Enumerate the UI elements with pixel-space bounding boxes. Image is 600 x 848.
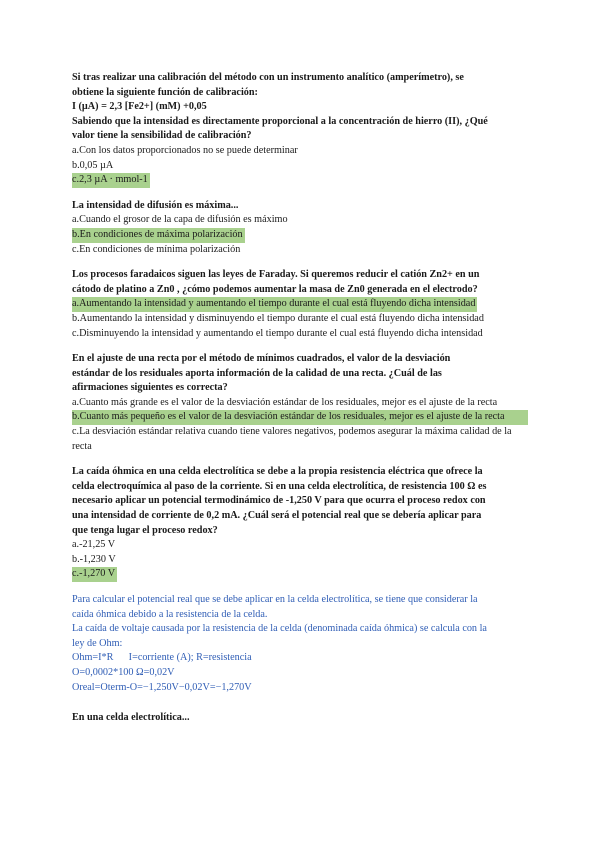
question-5-line: celda electroquímica al paso de la corriente. Si en una celda electrolítica, de resistencia 100 Ω es: [72, 480, 487, 492]
question-4-line: En el ajuste de una recta por el método de mínimos cuadrados, el valor de la desviación: [72, 353, 451, 365]
question-3: [72, 268, 528, 341]
option-c-highlighted: c.2,3 µA · mmol-1: [72, 173, 150, 188]
question-6: [72, 711, 528, 726]
question-5-line: que tenga lugar el proceso redox?: [72, 524, 218, 536]
explanation-formula: Ohm=I*R I=corriente (A); R=resistencia: [72, 652, 252, 664]
question-1-line: Si tras realizar una calibración del método con un instrumento analítico (amperímetro), se: [72, 72, 464, 83]
question-1-line: valor tiene la sensibilidad de calibración?: [72, 130, 252, 142]
question-5-line: una intensidad de corriente de 0,2 mA. ¿Cuál será el potencial real que se debería aplicar para: [72, 510, 482, 522]
option-a: a.Cuanto más grande es el valor de la desviación estándar de los residuales, mejor es el ajuste de la recta: [72, 396, 498, 408]
question-2-text: La intensidad de difusión es máxima...: [72, 199, 239, 211]
question-3-line: Los procesos faradaicos siguen las leyes de Faraday. Si queremos reducir el catión Zn2+ en un: [72, 269, 480, 281]
option-c: c.La desviación estándar relativa cuando tiene valores negativos, podemos asegurar la máxima calidad de la recta: [72, 426, 512, 452]
option-b: b.0,05 µA: [72, 159, 114, 171]
option-c: c.En condiciones de mínima polarización: [72, 243, 241, 255]
question-1-line: obtiene la siguiente función de calibración:: [72, 86, 258, 98]
explanation-line: ley de Ohm:: [72, 637, 123, 649]
question-1: [72, 71, 528, 188]
option-b-highlighted: b.En condiciones de máxima polarización: [72, 228, 245, 243]
question-6-text: En una celda electrolítica...: [72, 712, 190, 724]
question-5: [72, 465, 528, 582]
question-3-line: cátodo de platino a Zn0 , ¿cómo podemos aumentar la masa de Zn0 generada en el electrodo?: [72, 283, 478, 295]
explanation-formula: Oreal=Oterm-O=−1,250V−0,02V=−1,270V: [72, 681, 252, 693]
explanation: [72, 593, 528, 695]
option-b-highlighted: b.Cuanto más pequeño es el valor de la desviación estándar de los residuales, mejor es el ajuste de la recta: [72, 410, 528, 425]
question-4: [72, 352, 528, 454]
explanation-line: Para calcular el potencial real que se debe aplicar en la celda electrolítica, se tiene que considerar la: [72, 594, 478, 605]
document-page: [72, 71, 528, 726]
question-4-line: estándar de los residuales aporta información de la calidad de una recta. ¿Cuál de las: [72, 367, 442, 379]
explanation-formula: O=0,0002*100 Ω=0,02V: [72, 666, 175, 678]
option-b: b.Aumentando la intensidad y disminuyendo el tiempo durante el cual está fluyendo dicha intensidad: [72, 312, 484, 324]
explanation-line: caída óhmica debido a la resistencia de la celda.: [72, 608, 268, 620]
option-a-highlighted: a.Aumentando la intensidad y aumentando el tiempo durante el cual está fluyendo dicha intensidad: [72, 297, 477, 312]
option-b: b.-1,230 V: [72, 553, 116, 565]
question-4-line: afirmaciones siguientes es correcta?: [72, 382, 228, 394]
question-5-line: La caída óhmica en una celda electrolítica se debe a la propia resistencia eléctrica que ofrece la: [72, 466, 483, 478]
question-2: [72, 199, 528, 257]
option-c: c.Disminuyendo la intensidad y aumentando el tiempo durante el cual está fluyendo dicha intensidad: [72, 327, 483, 339]
option-a: a.Cuando el grosor de la capa de difusión es máximo: [72, 214, 288, 226]
question-1-line: Sabiendo que la intensidad es directamente proporcional a la concentración de hierro (II), ¿Qué: [72, 115, 488, 127]
explanation-line: La caída de voltaje causada por la resistencia de la celda (denominada caída óhmica) se calcula con la: [72, 623, 487, 635]
option-a: a.Con los datos proporcionados no se puede determinar: [72, 144, 298, 156]
option-c-highlighted: c.-1,270 V: [72, 567, 117, 582]
option-a: a.-21,25 V: [72, 539, 116, 551]
question-5-line: necesario aplicar un potencial termodinámico de -1,250 V para que ocurra el proceso redox con: [72, 495, 486, 507]
question-1-line: I (µA) = 2,3 [Fe2+] (mM) +0,05: [72, 101, 207, 113]
